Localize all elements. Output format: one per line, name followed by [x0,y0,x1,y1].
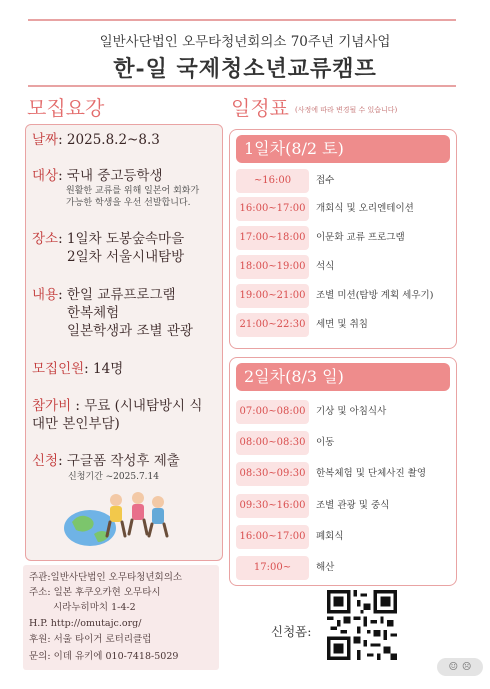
fee-value-2: 대만 본인부담) [32,416,120,432]
schedule-time: 17:00~ [236,556,309,580]
schedule-activity: 세면 및 취침 [316,319,368,330]
schedule-activity: 이문화 교류 프로그램 [316,232,405,243]
schedule-time: 19:00~21:00 [236,284,309,308]
target-row [32,168,218,185]
schedule-activity: 개회식 및 오리엔테이션 [316,203,414,214]
recruit-heading: 모집요강 [27,96,105,120]
frown-icon: ☹ [461,660,472,673]
fee-row [32,398,218,415]
schedule-activity: 접수 [316,175,335,186]
place-row [32,231,218,248]
date-value: : 2025.8.2~8.3 [58,132,160,148]
schedule-row [230,525,456,549]
top-divider [28,19,456,21]
schedule-time: 16:00~17:00 [236,525,309,549]
fee-value-1: : 무료 (시내탐방시 식 [71,398,203,414]
schedule-activity: 이동 [316,437,335,448]
apply-value: : 구글폼 작성후 제출 [58,453,180,469]
schedule-time: 08:30~09:30 [236,462,309,486]
schedule-time: 17:00~18:00 [236,226,309,250]
place-label: 장소 [32,231,59,247]
schedule-row [230,169,456,193]
schedule-activity: 해산 [316,562,335,573]
quota-row [32,361,218,378]
address-line-1: 주소: 일본 후쿠오카현 오무타시 [29,587,161,598]
date-row [32,132,218,149]
schedule-row [230,226,456,250]
schedule-row [230,255,456,279]
schedule-heading [231,92,397,121]
schedule-time: 09:30~16:00 [236,494,309,518]
homepage-link[interactable]: H.P. http://omutajc.org/ [29,618,142,629]
schedule-heading-text: 일정표 [231,96,289,120]
schedule-row [230,197,456,221]
target-value: : 국내 중고등학생 [58,168,163,184]
address-line-2: 시라누히마치 1-4-2 [53,602,136,613]
schedule-activity: 조별 관광 및 중식 [316,500,390,511]
schedule-row [230,431,456,455]
schedule-row [230,313,456,337]
schedule-row [230,556,456,580]
day2-title: 2일차(8/3 일) [236,363,450,391]
content-value-3: 일본학생과 조별 관광 [67,323,193,339]
schedule-row [230,494,456,518]
content-value-1: : 한일 교류프로그램 [58,287,176,303]
schedule-activity: 석식 [316,261,335,272]
place-value-1: : 1일차 도봉숲속마을 [58,231,185,247]
target-label: 대상 [32,168,59,184]
quota-label: 모집인원 [32,361,85,377]
schedule-time: 16:00~17:00 [236,197,309,221]
schedule-time: 07:00~08:00 [236,400,309,424]
fee-label: 참가비 [32,398,72,414]
qr-code-icon[interactable] [327,590,397,660]
inquiry-contact: 문의: 이데 유키에 010-7418-5029 [29,651,179,662]
schedule-row [230,462,456,486]
title-divider [28,85,456,87]
day1-title: 1일차(8/2 토) [236,135,450,163]
content-label: 내용 [32,287,59,303]
globe-children-illustration [58,488,178,546]
schedule-time: ~16:00 [236,169,309,193]
schedule-activity: 조별 미션(탐방 계획 세우기) [316,290,434,301]
apply-row [32,453,218,470]
date-label: 날짜 [32,132,59,148]
target-note-2: 가능한 학생을 우선 선발합니다. [66,198,191,208]
place-value-2: 2일차 서울시내탐방 [67,249,185,265]
content-value-2: 한복체험 [67,305,120,321]
schedule-activity: 기상 및 아침식사 [316,406,387,417]
apply-period: 신청기간 ~2025.7.14 [68,472,159,482]
day2-schedule [229,357,457,586]
schedule-row [230,400,456,424]
day1-schedule [229,129,457,349]
quota-value: : 14명 [84,361,124,377]
schedule-note: (사정에 따라 변경될 수 있습니다) [294,105,398,114]
qr-label: 신청폼: [271,624,312,639]
schedule-activity: 한복체험 및 단체사진 촬영 [316,468,427,479]
smile-icon: ☺ [448,660,459,673]
schedule-row [230,284,456,308]
schedule-time: 08:00~08:30 [236,431,309,455]
schedule-time: 18:00~19:00 [236,255,309,279]
sponsor: 후원: 서울 타이거 로터리클럽 [29,634,152,645]
feedback-button[interactable] [437,658,483,676]
apply-label: 신청 [32,453,59,469]
target-note-1: 원활한 교류를 위해 일본어 회화가 [66,186,200,196]
contact-box [23,565,219,670]
schedule-time: 21:00~22:30 [236,313,309,337]
organizer: 주관:일반사단법인 오무타청년회의소 [29,572,183,583]
content-row [32,287,218,304]
schedule-activity: 폐회식 [316,531,344,542]
event-title: 한-일 국제청소년교류캠프 [113,56,377,82]
event-subtitle: 일반사단법인 오무타청년회의소 70주년 기념사업 [99,34,391,50]
